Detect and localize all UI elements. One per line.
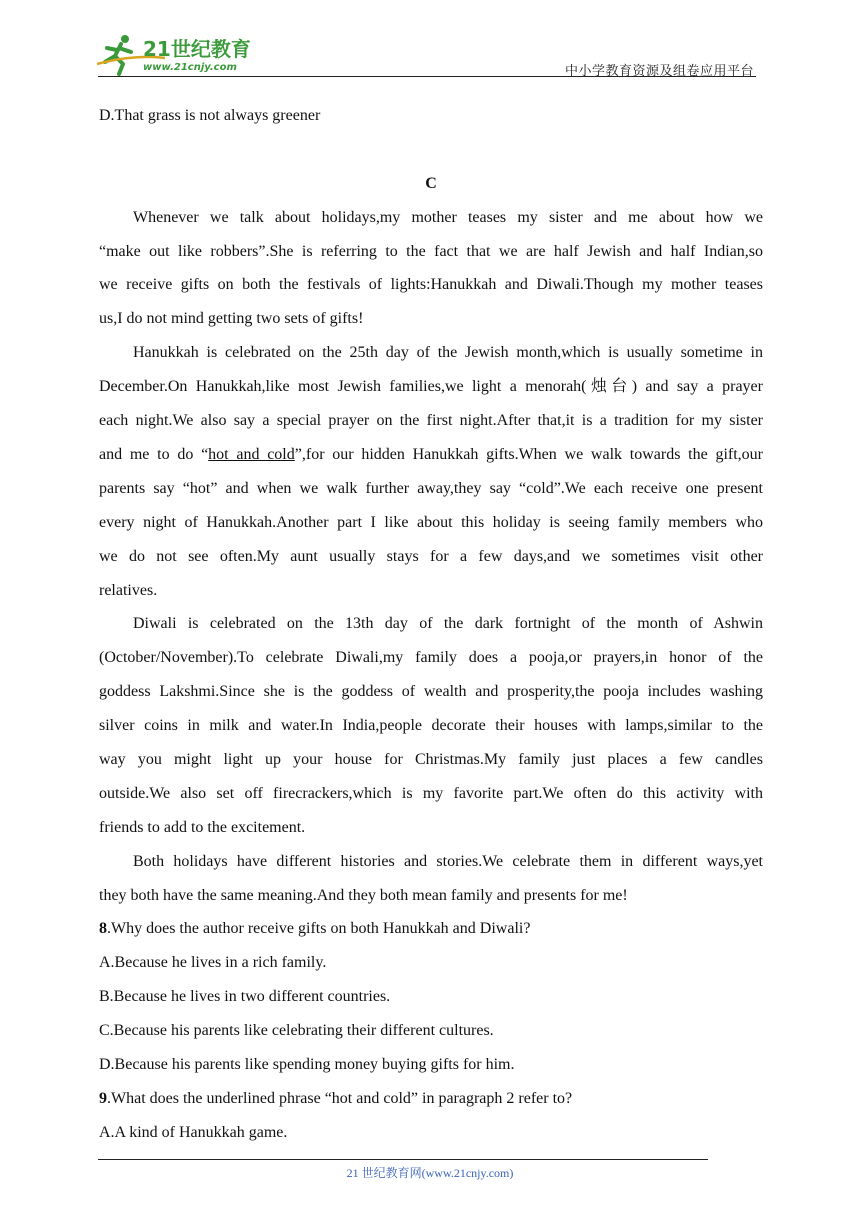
paragraph-line: Hanukkah is celebrated on the 25th day of the Jewish month,which is usually sometime in (133, 344, 763, 362)
option-a: A.A kind of Hanukkah game. (99, 1123, 288, 1141)
paragraph-line: we do not see often.My aunt usually stays for a few days,and we sometimes visit other (99, 547, 763, 565)
paragraph-line: parents say “hot” and when we walk further away,they say “cold”.We each receive one present (99, 479, 763, 497)
question-number: 9 (99, 1090, 107, 1107)
paragraph-line: Diwali is celebrated on the 13th day of the dark fortnight of the month of Ashwin (133, 615, 763, 633)
footer-text: 21 世纪教育网(www.21cnjy.com) (346, 1166, 514, 1180)
underlined-phrase: hot and cold (208, 445, 295, 463)
paragraph-line: each night.We also say a special prayer on the first night.After that,it is a tradition for my sister (99, 412, 763, 430)
paragraph-line: relatives. (99, 581, 158, 599)
page-header (0, 0, 860, 80)
footer-divider (98, 1159, 708, 1160)
section-heading: C (425, 174, 437, 192)
question-text: .Why does the author receive gifts on both Hanukkah and Diwali? (107, 920, 531, 938)
paragraph-line: every night of Hanukkah.Another part I like about this holiday is seeing family members who (99, 513, 763, 531)
paragraph-line: goddess Lakshmi.Since she is the goddess of wealth and prosperity,the pooja includes washing (99, 683, 763, 701)
svg-text:www.21cnjy.com: www.21cnjy.com (143, 62, 237, 73)
svg-text:21世纪教育: 21世纪教育 (143, 37, 251, 61)
option-a: A.Because he lives in a rich family. (99, 954, 327, 972)
text-segment: ”,for our hidden Hanukkah gifts.When we walk towards the gift,our (294, 445, 763, 463)
option-d-previous: D.That grass is not always greener (99, 107, 321, 124)
platform-name: 中小学教育资源及组卷应用平台 (564, 63, 754, 78)
paragraph-line: they both have the same meaning.And they both mean family and presents for me! (99, 886, 628, 904)
option-d: D.Because his parents like spending money buying gifts for him. (99, 1056, 515, 1074)
paragraph-line: December.On Hanukkah,like most Jewish families,we light a menorah(烛台) and say a prayer (99, 378, 763, 396)
paragraph-line: silver coins in milk and water.In India,people decorate their houses with lamps,similar to the (99, 717, 763, 735)
question-number: 8 (99, 920, 107, 938)
spacer (99, 133, 763, 167)
header-divider (98, 76, 756, 77)
paragraph-line: we receive gifts on both the festivals of lights:Hanukkah and Diwali.Though my mother teases (99, 276, 763, 294)
option-c: C.Because his parents like celebrating their different cultures. (99, 1022, 494, 1040)
logo-21cnjy (95, 34, 265, 76)
question-9 (99, 1082, 763, 1116)
question-8 (99, 912, 763, 946)
paragraph-line: (October/November).To celebrate Diwali,my family does a pooja,or prayers,in honor of the (99, 649, 763, 667)
paragraph-line (99, 438, 763, 472)
paragraph-line: us,I do not mind getting two sets of gifts! (99, 310, 364, 328)
paragraph-line: way you might light up your house for Christmas.My family just places a few candles (99, 750, 763, 768)
paragraph-line: friends to add to the excitement. (99, 818, 306, 836)
document-body (99, 99, 763, 1150)
paragraph-line: outside.We also set off firecrackers,which is my favorite part.We often do this activity with (99, 784, 763, 802)
text-segment: and me to do “ (99, 445, 209, 463)
paragraph-line: Both holidays have different histories and stories.We celebrate them in different ways,yet (133, 852, 763, 870)
paragraph-line: Whenever we talk about holidays,my mother teases my sister and me about how we (133, 208, 763, 226)
paragraph-line: “make out like robbers”.She is referring to the fact that we are half Jewish and half Indian,so (99, 242, 763, 260)
question-text: .What does the underlined phrase “hot and cold” in paragraph 2 refer to? (107, 1090, 573, 1107)
option-b: B.Because he lives in two different countries. (99, 988, 391, 1006)
